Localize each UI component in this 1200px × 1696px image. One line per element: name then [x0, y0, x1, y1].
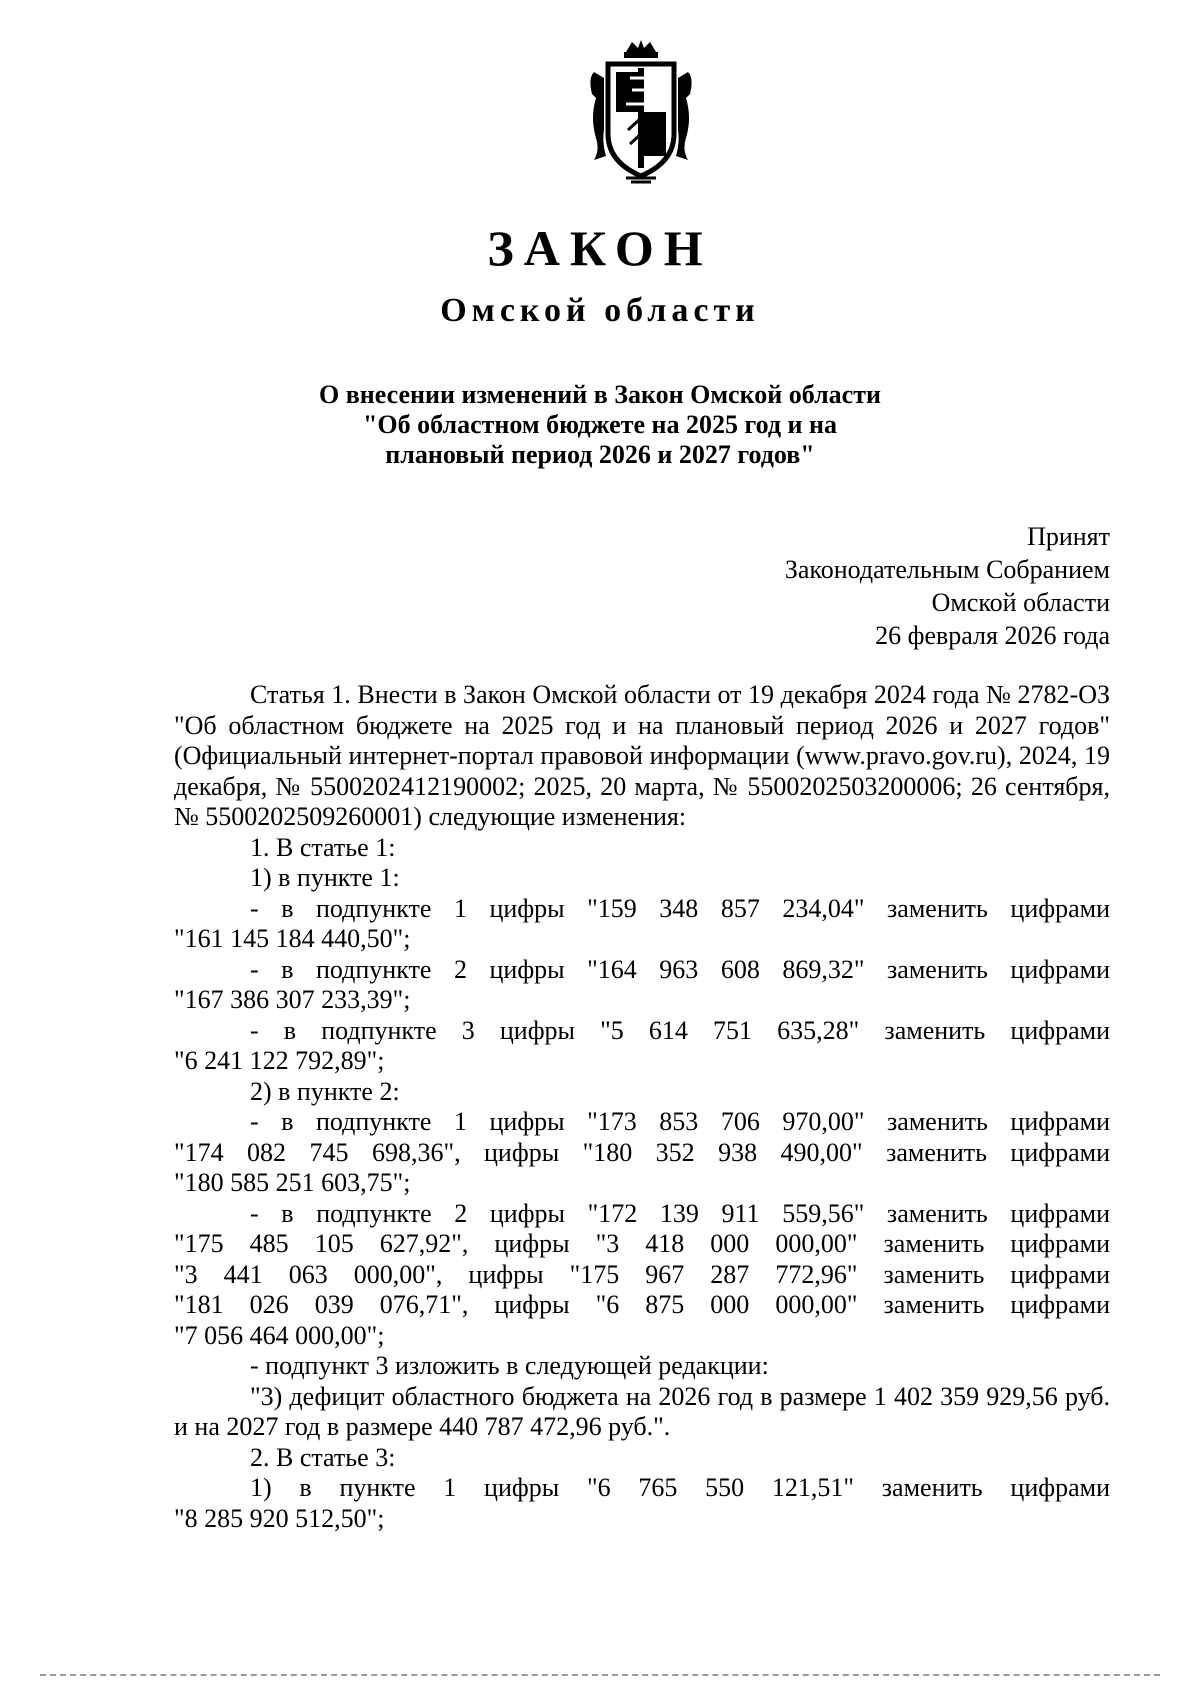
amendment-line: "167 386 307 233,39"; [174, 985, 411, 1014]
amendment-line: "3 441 063 000,00", цифры "175 967 287 772,96" заменить цифрами [174, 1259, 1110, 1289]
list-item: 1) в пункте 1: [250, 863, 400, 892]
document-title-line: О внесении изменений в Закон Омской области [319, 380, 881, 409]
article-1-paragraph: Статья 1. Внести в Закон Омской области от 19 декабря 2024 года № 2782-ОЗ "Об областном бюджете на 2025 год и на плановый период 2026 и 2027 годов" (Официальный интернет-портал правовой информации (www.pravo.gov.ru), 2024, 19 декабря, № 5500202412190002; 2025, 20 марта, № 5500202503200006; 26 сентября, № 5500202509260001) следующие изменения: [174, 680, 1110, 831]
adoption-block [785, 520, 1110, 652]
amendment-line: - в подпункте 1 цифры "173 853 706 970,00" заменить цифрами [250, 1107, 1110, 1136]
amendment-line: "161 145 184 440,50"; [174, 924, 411, 953]
amendment-text: "3) дефицит областного бюджета на 2026 год в размере 1 402 359 929,56 руб. и на 2027 год в размере 440 787 472,96 руб.". [174, 1381, 1110, 1441]
amendment-line: "174 082 745 698,36", цифры "180 352 938 490,00" заменить цифрами [174, 1137, 1110, 1167]
amendment-line: - в подпункте 2 цифры "164 963 608 869,32" заменить цифрами [250, 954, 1110, 984]
adoption-line: Омской области [931, 588, 1110, 617]
list-item: 2. В статье 3: [250, 1442, 396, 1472]
document-title-line: "Об областном бюджете на 2025 год и на [362, 410, 837, 439]
amendment-line: - в подпункте 2 цифры "172 139 911 559,56" заменить цифрами [250, 1198, 1110, 1228]
amendment-line: - в подпункте 3 цифры "5 614 751 635,28" заменить цифрами [250, 1015, 1110, 1045]
adoption-date: 26 февраля 2026 года [875, 621, 1110, 650]
list-item: 2) в пункте 2: [250, 1076, 400, 1106]
amendment-line: "8 285 920 512,50"; [174, 1503, 385, 1533]
document-body [174, 680, 1110, 1534]
list-item: - подпункт 3 изложить в следующей редакции: [250, 1351, 769, 1380]
adoption-line: Принят [1027, 522, 1110, 551]
amendment-line: 1) в пункте 1 цифры "6 765 550 121,51" заменить цифрами [250, 1473, 1110, 1502]
amendment-line: "181 026 039 076,71", цифры "6 875 000 000,00" заменить цифрами [174, 1290, 1110, 1319]
document-title [0, 380, 1200, 470]
amendment-line: "7 056 464 000,00"; [174, 1320, 385, 1350]
amendment-line: "180 585 251 603,75"; [174, 1168, 411, 1197]
law-heading: ЗАКОН [487, 220, 713, 276]
amendment-line: "6 241 122 792,89"; [174, 1046, 385, 1075]
document-title-line: плановый период 2026 и 2027 годов" [385, 440, 815, 469]
coat-of-arms-emblem [586, 38, 696, 184]
list-item: 1. В статье 1: [250, 832, 396, 862]
page-footer-divider [40, 1674, 1160, 1676]
amendment-line: - в подпункте 1 цифры "159 348 857 234,04" заменить цифрами [250, 893, 1110, 923]
region-heading: Омской области [440, 292, 760, 329]
adoption-line: Законодательным Собранием [784, 555, 1110, 584]
amendment-line: "175 485 105 627,92", цифры "3 418 000 000,00" заменить цифрами [174, 1229, 1110, 1258]
